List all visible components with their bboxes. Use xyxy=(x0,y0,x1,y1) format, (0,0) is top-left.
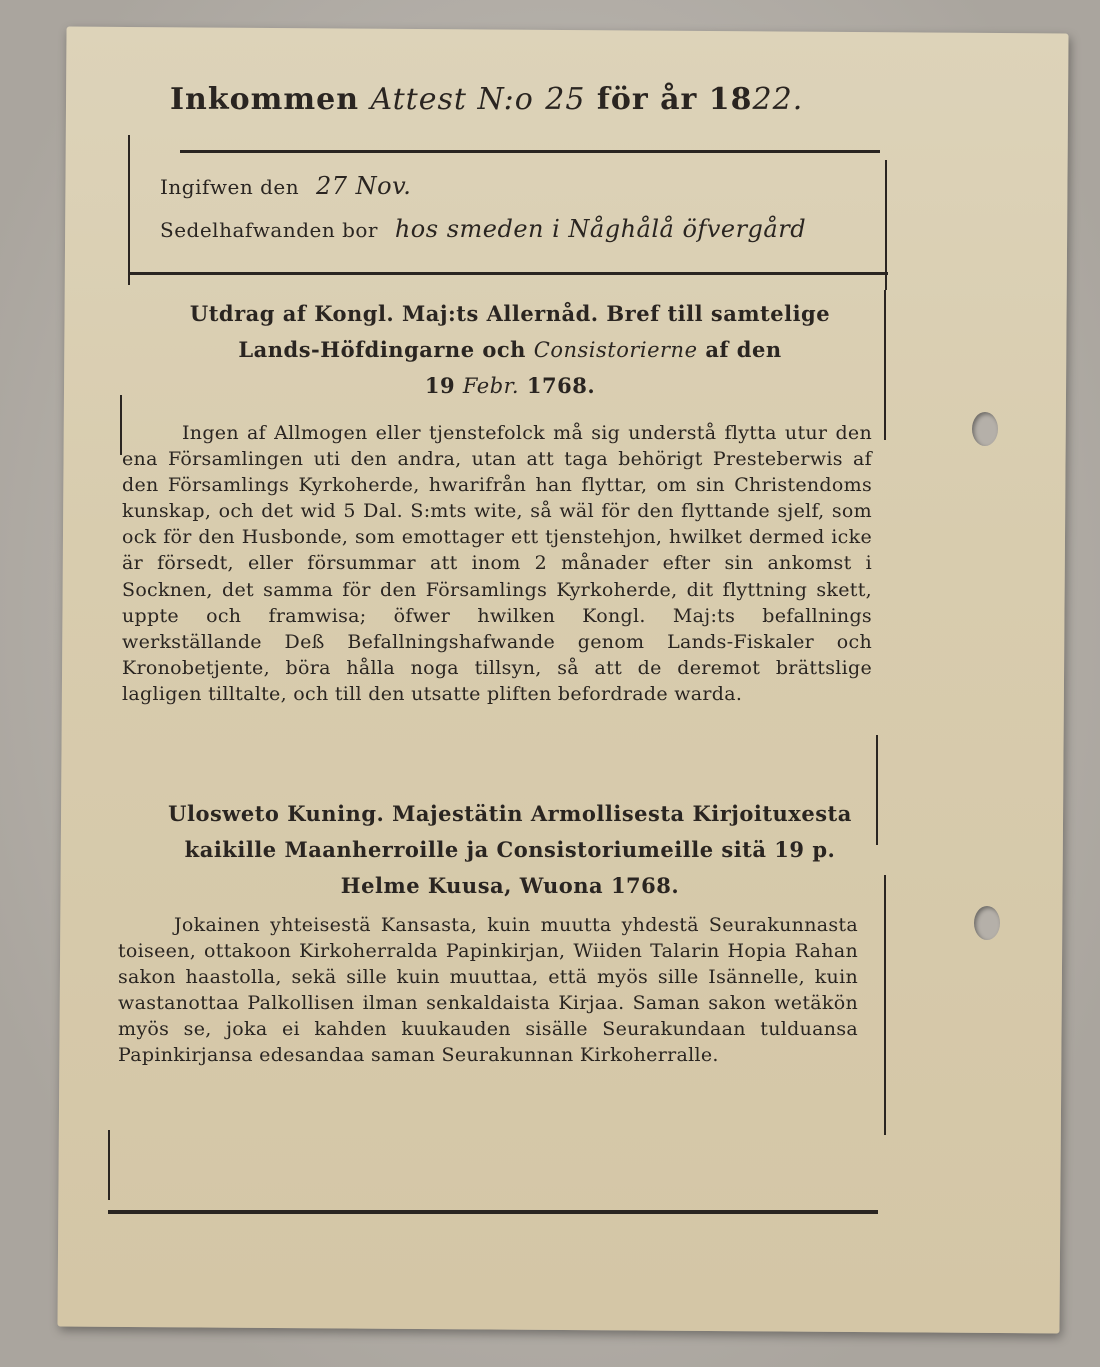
left-border-bottom xyxy=(108,1130,110,1200)
swedish-heading-3b: Febr. xyxy=(462,374,520,398)
year-prefix: för år 18 xyxy=(596,82,753,117)
right-border-finnish xyxy=(884,875,886,1135)
bor-label: Sedelhafwanden bor xyxy=(160,218,378,242)
swedish-body: Ingen af Allmogen eller tjenstefolck må sig understå flytta utur den ena Församlingen uti den andra, utan att taga behörigt Presteberwis af den Församlings Kyrkoherde, hwarifrån han flyttar, om sin Christendoms kunskap, och det wid 5 Dal. S:mts wite, så wäl för den flyttande sjelf, som ock för den Husbonde, som emottager ett tjenstehjon, hwilket dermed icke är försedt, eller försummar att inom 2 månader efter sin ankomst i Socknen, det samma för den Församlings Kyrkoherde, dit flyttning skett, uppte och framwisa; öfwer hwilken Kongl. Maj:ts befallnings werkställande Deß Befallningshafwande genom Lands-Fiskaler och Kronobetjente, böra hålla noga tillsyn, så att de deremot brättslige lagligen tilltalte, och till den utsatte pliften befordrade warda. xyxy=(122,422,872,705)
right-border-finnish-top xyxy=(876,735,878,845)
punch-hole-bottom xyxy=(974,906,1000,940)
year-suffix: 22. xyxy=(752,82,804,117)
swedish-heading xyxy=(150,296,870,404)
finnish-heading-line-2: kaikille Maanherroille ja Consistoriumeille sitä 19 p. xyxy=(184,837,836,862)
box-left-border xyxy=(128,135,130,285)
ingifwen-label: Ingifwen den xyxy=(160,175,300,199)
bor-value: hos smeden i Någhålå öfvergård xyxy=(394,215,807,243)
swedish-heading-line-3 xyxy=(150,368,870,404)
swedish-heading-2b: Consistorierne xyxy=(533,338,698,362)
finnish-heading xyxy=(150,796,870,904)
finnish-heading-line-1: Ulosweto Kuning. Majestätin Armollisesta Kirjoituxesta xyxy=(168,801,852,826)
swedish-heading-3c: 1768. xyxy=(526,373,596,398)
title-rule xyxy=(180,150,880,153)
bor-row xyxy=(160,215,806,243)
right-border-swedish xyxy=(884,290,886,440)
swedish-heading-line-1: Utdrag af Kongl. Maj:ts Allernåd. Bref till samtelige xyxy=(189,301,831,326)
finnish-heading-line-3: Helme Kuusa, Wuona 1768. xyxy=(340,873,680,898)
title-prefix: Inkommen xyxy=(170,82,360,117)
box-right-border xyxy=(885,160,887,290)
swedish-heading-2a: Lands-Höfdingarne och xyxy=(238,337,526,362)
fields-bottom-rule xyxy=(128,272,888,275)
title-attest-label: Attest N:o xyxy=(370,82,534,117)
ingifwen-row xyxy=(160,172,411,200)
bottom-rule xyxy=(108,1210,878,1214)
document-title xyxy=(170,82,870,117)
punch-hole-top xyxy=(972,412,998,446)
swedish-heading-3a: 19 xyxy=(424,373,456,398)
swedish-heading-line-2 xyxy=(150,332,870,368)
ingifwen-value: 27 Nov. xyxy=(315,172,412,200)
attest-number: 25 xyxy=(545,82,586,117)
swedish-heading-2c: af den xyxy=(705,337,782,362)
finnish-body: Jokainen yhteisestä Kansasta, kuin muutta yhdestä Seurakunnasta toiseen, ottakoon Kirkoherralda Papinkirjan, Wiiden Talarin Hopia Rahan sakon haastolla, sekä sille kuin muuttaa, että myös sille Isännelle, kuin wastanottaa Palkollisen ilman senkaldaista Kirjaa. Saman sakon wetäkön myös se, joka ei kahden kuukauden sisälle Seurakundaan tulduansa Papinkirjansa edesandaa saman Seurakunnan Kirkoherralle. xyxy=(118,914,858,1066)
